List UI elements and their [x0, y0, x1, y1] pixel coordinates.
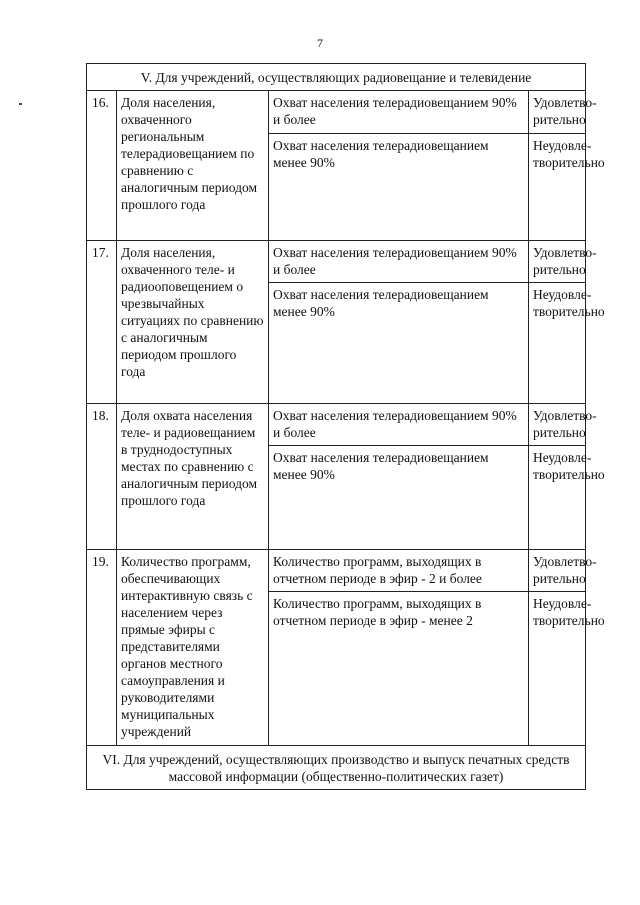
page-number: 7 [317, 36, 323, 50]
result-cell: Удовлетво-рительно [529, 404, 586, 446]
section-v-heading: V. Для учреждений, осуществляющих радиовещание и телевидение [87, 64, 586, 91]
table-row [87, 550, 586, 592]
condition-cell: Охват населения телерадиовещанием 90% и более [269, 241, 529, 283]
result-cell: Удовлетво-рительно [529, 241, 586, 283]
table-row [87, 91, 586, 134]
condition-cell: Охват населения телерадиовещанием менее 90% [269, 134, 529, 241]
result-cell: Неудовле-творительно [529, 134, 586, 241]
criteria-table [86, 63, 605, 790]
indicator-cell: Доля населения, охваченного теле- и радиооповещением о чрезвычайных ситуациях по сравнению с аналогичным периодом прошлого года [117, 241, 269, 404]
condition-cell: Охват населения телерадиовещанием 90% и более [269, 91, 529, 134]
result-cell: Удовлетво-рительно [529, 550, 586, 592]
condition-cell: Охват населения телерадиовещанием менее 90% [269, 283, 529, 404]
indicator-cell: Доля охвата населения теле- и радиовещанием в труднодоступных местах по сравнению с аналогичным периодом прошлого года [117, 404, 269, 550]
condition-cell: Охват населения телерадиовещанием менее 90% [269, 446, 529, 550]
result-cell: Удовлетво-рительно [529, 91, 586, 134]
result-cell: Неудовле-творительно [529, 592, 586, 746]
table-row [87, 404, 586, 446]
row-number: 16. [87, 91, 117, 241]
row-number: 18. [87, 404, 117, 550]
table-row [87, 241, 586, 283]
section-header-row [87, 746, 586, 790]
row-number: 19. [87, 550, 117, 746]
indicator-cell: Доля населения, охваченного региональным телерадиовещанием по сравнению с аналогичным периодом прошлого года [117, 91, 269, 241]
result-cell: Неудовле-творительно [529, 283, 586, 404]
section-vi-heading: VI. Для учреждений, осуществляющих производство и выпуск печатных средств массовой информации (общественно-политических газет) [87, 746, 586, 790]
result-cell: Неудовле-творительно [529, 446, 586, 550]
condition-cell: Количество программ, выходящих в отчетном периоде в эфир - менее 2 [269, 592, 529, 746]
condition-cell: Охват населения телерадиовещанием 90% и более [269, 404, 529, 446]
margin-mark [19, 103, 22, 105]
condition-cell: Количество программ, выходящих в отчетном периоде в эфир - 2 и более [269, 550, 529, 592]
section-header-row [87, 64, 586, 91]
indicator-cell: Количество программ, обеспечивающих интерактивную связь с населением через прямые эфиры с представителями органов местного самоуправления и руководителями муниципальных учреждений [117, 550, 269, 746]
row-number: 17. [87, 241, 117, 404]
